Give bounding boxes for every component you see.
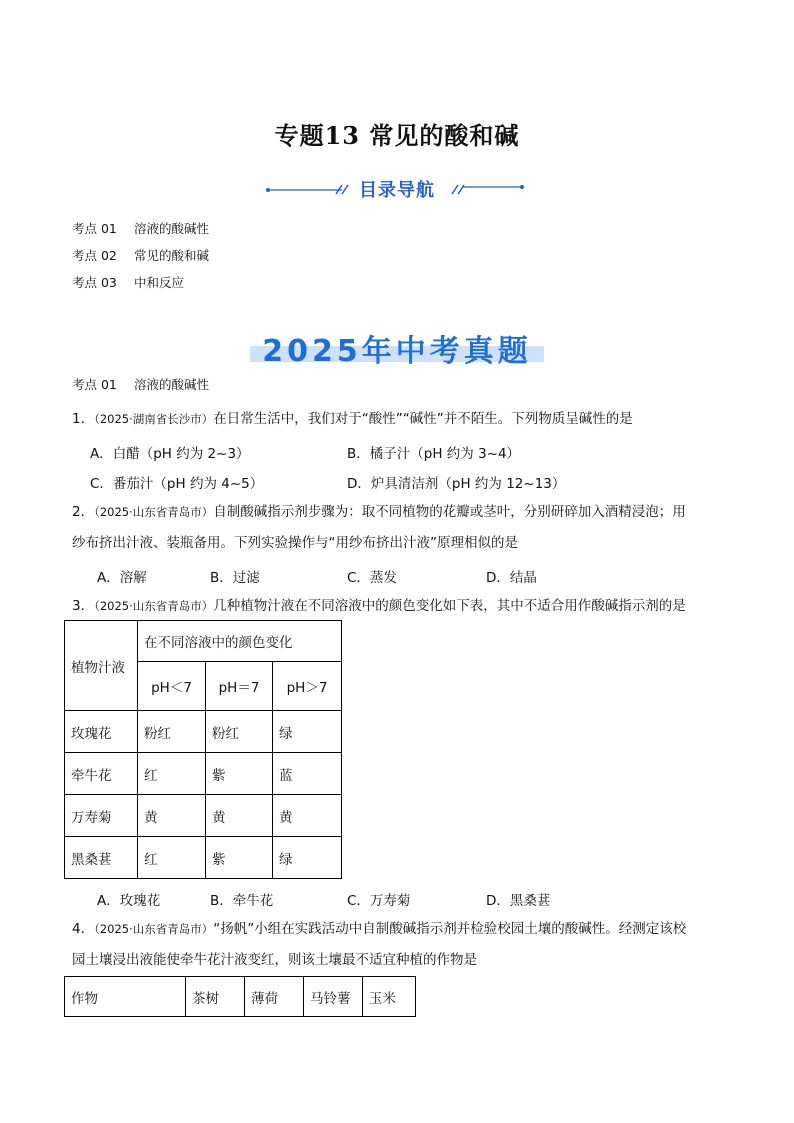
col-header-ph-eq7: pH＝7: [206, 662, 273, 711]
question-2-line-2: 纱布挤出汁液、装瓶备用。下列实验操作与“用纱布挤出汁液”原理相似的是: [72, 535, 518, 551]
table-row: 黑桑葚 红 紫 绿: [65, 837, 342, 879]
q3-option-c[interactable]: C．万寿菊: [347, 893, 411, 909]
q1-option-a[interactable]: A．白醋（pH 约为 2~3）: [90, 446, 250, 462]
right-decor-lines: [448, 182, 528, 196]
col-header-ph-gt7: pH＞7: [273, 662, 342, 711]
q2-option-b[interactable]: B．过滤: [210, 570, 260, 586]
col-header-ph-lt7: pH＜7: [138, 662, 206, 711]
toc-item-3[interactable]: 考点 03 中和反应: [72, 275, 185, 290]
toc-nav-label: 目录导航: [359, 180, 435, 201]
question-1: 1．（2025·湖南省长沙市）在日常生活中，我们对于“酸性”“碱性”并不陌生。下列物质呈碱性的是: [72, 411, 633, 427]
table-row: 牵牛花 红 紫 蓝: [65, 753, 342, 795]
table-group-header: 在不同溶液中的颜色变化: [138, 621, 342, 662]
q2-option-c[interactable]: C．蒸发: [347, 570, 397, 586]
q1-option-d[interactable]: D．炉具清洁剂（pH 约为 12~13）: [347, 476, 566, 492]
q3-option-d[interactable]: D．黑桑葚: [486, 893, 551, 909]
question-4-line-2: 园土壤浸出液能使牵牛花汁液变红，则该土壤最不适宜种植的作物是: [72, 952, 477, 968]
question-4: 4．（2025·山东省青岛市）“扬帆”小组在实践活动中自制酸碱指示剂并检验校园土壤的酸碱性。经测定该校: [72, 921, 687, 937]
toc-item-1[interactable]: 考点 01 溶液的酸碱性: [72, 221, 210, 236]
table-row-header: 植物汁液: [65, 621, 138, 711]
q1-option-b[interactable]: B．橘子汁（pH 约为 3~4）: [347, 446, 521, 462]
q2-option-d[interactable]: D．结晶: [486, 570, 537, 586]
page-title: 专题13 常见的酸和碱: [274, 121, 520, 150]
section-heading: 考点 01 溶液的酸碱性: [72, 377, 210, 392]
q1-option-c[interactable]: C．番茄汁（pH 约为 4~5）: [90, 476, 264, 492]
table-row: 玫瑰花 粉红 粉红 绿: [65, 711, 342, 753]
year-banner: [0, 322, 794, 369]
crop-table: [64, 976, 416, 1017]
banner-text: 2025年中考真题: [262, 334, 532, 369]
table-row: 作物 茶树 薄荷 马铃薯 玉米: [65, 977, 416, 1017]
q3-option-a[interactable]: A．玫瑰花: [97, 893, 161, 909]
table-row: 万寿菊 黄 黄 黄: [65, 795, 342, 837]
q3-option-b[interactable]: B．牵牛花: [210, 893, 274, 909]
toc-nav-header: [0, 174, 794, 204]
question-2: 2．（2025·山东省青岛市）自制酸碱指示剂步骤为：取不同植物的花瓣或茎叶，分别研碎加入酒精浸泡；用: [72, 504, 686, 520]
q2-option-a[interactable]: A．溶解: [97, 570, 147, 586]
question-3: 3．（2025·山东省青岛市）几种植物汁液在不同溶液中的颜色变化如下表，其中不适合用作酸碱指示剂的是: [72, 598, 686, 614]
toc-item-2[interactable]: 考点 02 常见的酸和碱: [72, 248, 210, 263]
indicator-table: [64, 620, 342, 879]
